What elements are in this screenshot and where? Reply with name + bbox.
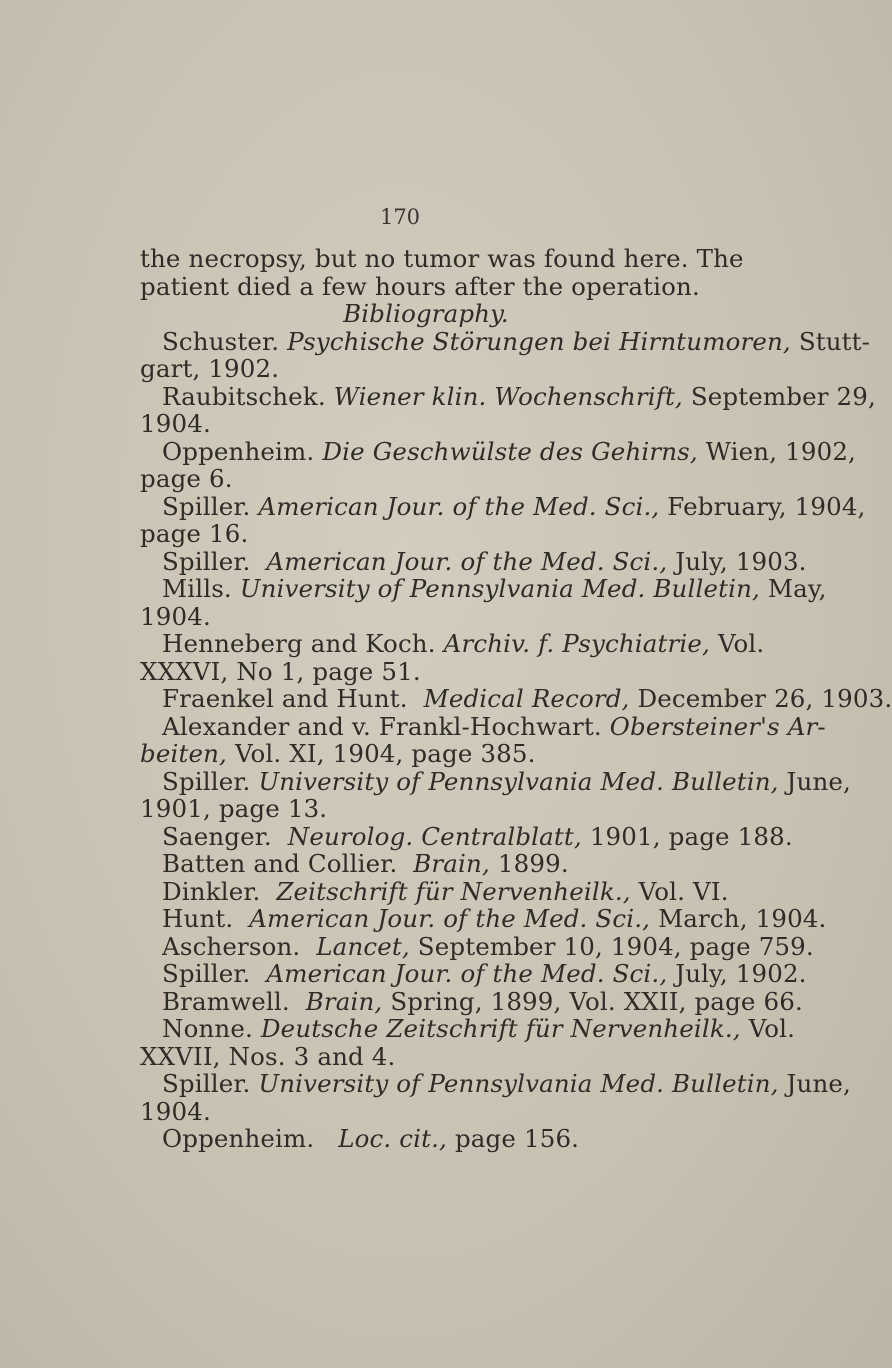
entry-line bbox=[140, 821, 793, 851]
entry-title: Wiener klin. Wochenschrift, bbox=[333, 381, 683, 411]
entry-line-continued: page 6. bbox=[140, 464, 233, 493]
intro-line: patient died a few hours after the operation. bbox=[140, 271, 700, 301]
bibliography-entry bbox=[140, 491, 866, 548]
entry-line-continued: 1904. bbox=[140, 1096, 211, 1126]
entry-detail: 1899. bbox=[497, 849, 569, 878]
entry-title: University of Pennsylvania Med. Bulletin, bbox=[239, 574, 760, 603]
bibliography-entry bbox=[140, 574, 827, 631]
entry-title: American Jour. of the Med. Sci., bbox=[266, 546, 668, 576]
bibliography-heading: Bibliography. bbox=[343, 299, 509, 328]
intro-line: the necropsy, but no tumor was found here. The bbox=[140, 244, 744, 273]
entry-author: Oppenheim. bbox=[162, 1124, 315, 1153]
entry-title: American Jour. of the Med. Sci., bbox=[258, 491, 660, 521]
entry-author: Fraenkel and Hunt. bbox=[162, 684, 408, 713]
bibliography-entry bbox=[140, 1014, 796, 1071]
entry-detail: Spring, 1899, Vol. XXII, page 66. bbox=[390, 986, 803, 1016]
entry-line-continued: 1901, page 13. bbox=[140, 794, 328, 823]
entry-detail: September 10, 1904, page 759. bbox=[417, 931, 814, 961]
bibliography-entry bbox=[140, 381, 876, 438]
bibliography-entry bbox=[140, 546, 807, 576]
entry-line bbox=[140, 876, 729, 906]
entry-title: Psychische Störungen bei Hirntumoren, bbox=[287, 326, 791, 356]
entry-detail: 1901, page 188. bbox=[589, 821, 793, 851]
entry-line bbox=[140, 381, 876, 411]
bibliography-entry bbox=[140, 1125, 702, 1153]
entry-author: Hunt. bbox=[162, 904, 234, 933]
entry-author: Bramwell. bbox=[162, 986, 290, 1016]
bibliography-entry bbox=[140, 629, 765, 686]
entry-author: Saenger. bbox=[162, 821, 272, 851]
bibliography-entry bbox=[140, 959, 807, 988]
entry-line-continued bbox=[140, 740, 702, 768]
entry-line bbox=[140, 766, 851, 796]
entry-title: Zeitschrift für Nervenheilk., bbox=[276, 876, 631, 906]
entry-author: Batten and Collier. bbox=[162, 849, 398, 878]
entry-detail: Stutt- bbox=[798, 326, 871, 356]
entry-title: Deutsche Zeitschrift für Nervenheilk., bbox=[260, 1014, 741, 1043]
bibliography-entry bbox=[140, 986, 803, 1016]
entry-line bbox=[140, 1014, 796, 1043]
entry-title: Brain, bbox=[413, 849, 490, 878]
entry-line bbox=[140, 546, 807, 576]
page-number: 170 bbox=[379, 205, 421, 229]
bibliography-entry bbox=[140, 904, 827, 933]
entry-title: American Jour. of the Med. Sci., bbox=[266, 959, 668, 988]
entry-line bbox=[140, 574, 827, 603]
entry-title: Medical Record, bbox=[423, 684, 630, 713]
entry-detail: December 26, 1903. bbox=[637, 684, 892, 713]
bibliography-entry bbox=[140, 850, 702, 878]
bibliography-entry bbox=[140, 684, 892, 713]
entry-line bbox=[140, 326, 871, 356]
entry-detail: July, 1903. bbox=[675, 546, 807, 576]
entry-detail: September 29, bbox=[690, 381, 876, 411]
entry-author: Alexander and v. Frankl-Hochwart. bbox=[162, 711, 602, 741]
entry-detail: Vol. VI. bbox=[638, 876, 729, 906]
entry-line-continued: XXVII, Nos. 3 and 4. bbox=[140, 1041, 396, 1071]
bibliography-entry bbox=[140, 821, 793, 851]
entry-line-continued: gart, 1902. bbox=[140, 354, 280, 383]
entry-line bbox=[140, 491, 866, 521]
entry-detail: Wien, 1902, bbox=[705, 436, 856, 466]
entry-line-continued: 1904. bbox=[140, 601, 211, 631]
entry-detail: June, bbox=[786, 766, 851, 796]
entry-line bbox=[140, 711, 826, 741]
entry-title: University of Pennsylvania Med. Bulletin, bbox=[258, 766, 779, 796]
bibliography-entry bbox=[140, 436, 856, 493]
entry-author: Nonne. bbox=[162, 1014, 253, 1043]
entry-title: Neurolog. Centralblatt, bbox=[287, 821, 582, 851]
bibliography-entry bbox=[140, 931, 814, 961]
entry-author: Spiller. bbox=[162, 766, 251, 796]
entry-detail: May, bbox=[767, 574, 827, 603]
page-body bbox=[140, 244, 892, 1153]
entry-detail: page 156. bbox=[454, 1124, 580, 1153]
entry-detail: Vol. bbox=[748, 1014, 796, 1043]
bibliography-entry bbox=[140, 1069, 851, 1126]
entry-line bbox=[140, 1125, 702, 1153]
entry-title: Obersteiner's Ar- bbox=[609, 711, 826, 741]
bibliography-entry bbox=[140, 711, 826, 768]
entry-title: Lancet, bbox=[316, 931, 410, 961]
entry-detail: March, 1904. bbox=[658, 904, 827, 933]
entry-detail: Vol. bbox=[717, 629, 765, 658]
entry-title: University of Pennsylvania Med. Bulletin, bbox=[258, 1069, 779, 1098]
entry-title-continued: beiten, bbox=[140, 739, 227, 768]
entry-author: Henneberg and Koch. bbox=[162, 629, 436, 658]
entry-detail: Vol. XI, 1904, page 385. bbox=[234, 739, 536, 768]
entry-line-continued: page 16. bbox=[140, 519, 249, 548]
entry-line-continued: XXXVI, No 1, page 51. bbox=[140, 656, 421, 686]
entry-author: Spiller. bbox=[162, 959, 251, 988]
entry-detail: June, bbox=[786, 1069, 851, 1098]
entry-author: Schuster. bbox=[162, 326, 280, 356]
entry-line bbox=[140, 959, 807, 988]
entry-line bbox=[140, 436, 856, 466]
entry-line bbox=[140, 931, 814, 961]
bibliography-entry bbox=[140, 766, 851, 823]
entry-detail: February, 1904, bbox=[667, 491, 866, 521]
entry-author: Spiller. bbox=[162, 546, 251, 576]
entry-title: Die Geschwülste des Gehirns, bbox=[322, 436, 698, 466]
entry-author: Raubitschek. bbox=[162, 381, 326, 411]
entry-author: Dinkler. bbox=[162, 876, 261, 906]
entry-line bbox=[140, 684, 892, 713]
entry-line bbox=[140, 850, 702, 878]
entry-line bbox=[140, 1069, 851, 1098]
entry-line bbox=[140, 629, 765, 658]
bibliography-list bbox=[140, 326, 892, 1153]
entry-title: Archiv. f. Psychiatrie, bbox=[443, 629, 710, 658]
entry-author: Mills. bbox=[162, 574, 232, 603]
entry-title: Loc. cit., bbox=[338, 1124, 447, 1153]
entry-title: American Jour. of the Med. Sci., bbox=[249, 904, 651, 933]
bibliography-entry bbox=[140, 876, 729, 906]
entry-line-continued: 1904. bbox=[140, 409, 211, 438]
entry-line bbox=[140, 986, 803, 1016]
bibliography-entry bbox=[140, 326, 871, 383]
entry-author: Ascherson. bbox=[162, 931, 301, 961]
entry-title: Brain, bbox=[305, 986, 383, 1016]
entry-author: Spiller. bbox=[162, 491, 251, 521]
entry-detail: July, 1902. bbox=[675, 959, 807, 988]
entry-author: Spiller. bbox=[162, 1069, 251, 1098]
entry-line bbox=[140, 904, 827, 933]
entry-author: Oppenheim. bbox=[162, 436, 315, 466]
